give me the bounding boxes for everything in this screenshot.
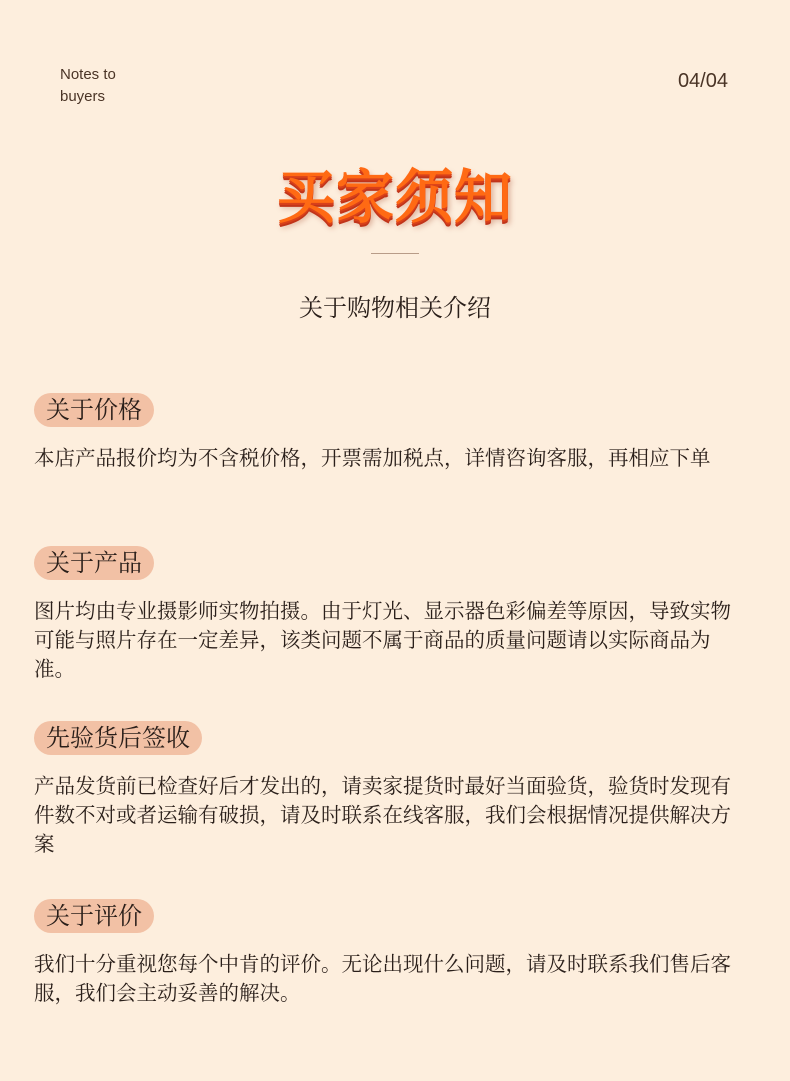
section-product	[34, 546, 750, 684]
title-divider	[371, 253, 419, 254]
section-price-heading: 关于价格	[34, 393, 154, 427]
section-price	[34, 393, 750, 473]
page-subtitle: 关于购物相关介绍	[299, 294, 491, 322]
section-review-body: 我们十分重视您每个中肯的评价。无论出现什么问题，请及时联系我们售后客服，我们会主动妥善的解决。	[34, 952, 731, 1005]
section-product-body: 图片均由专业摄影师实物拍摄。由于灯光、显示器色彩偏差等原因，导致实物可能与照片存在一定差异，该类问题不属于商品的质量问题请以实际商品为准。	[34, 599, 731, 681]
section-review	[34, 899, 750, 1008]
section-inspect-body: 产品发货前已检查好后才发出的，请卖家提货时最好当面验货，验货时发现有件数不对或者运输有破损，请及时联系在线客服，我们会根据情况提供解决方案	[34, 774, 731, 856]
section-inspect-heading: 先验货后签收	[34, 721, 202, 755]
section-review-heading: 关于评价	[34, 899, 154, 933]
section-price-body: 本店产品报价均为不含税价格，开票需加税点，详情咨询客服，再相应下单	[34, 446, 711, 470]
page-title: 买家须知	[276, 163, 513, 231]
section-product-heading: 关于产品	[34, 546, 154, 580]
notes-to-buyers-label: Notes to buyers	[60, 66, 116, 105]
page-number: 04/04	[677, 70, 728, 92]
section-inspect	[34, 721, 750, 859]
